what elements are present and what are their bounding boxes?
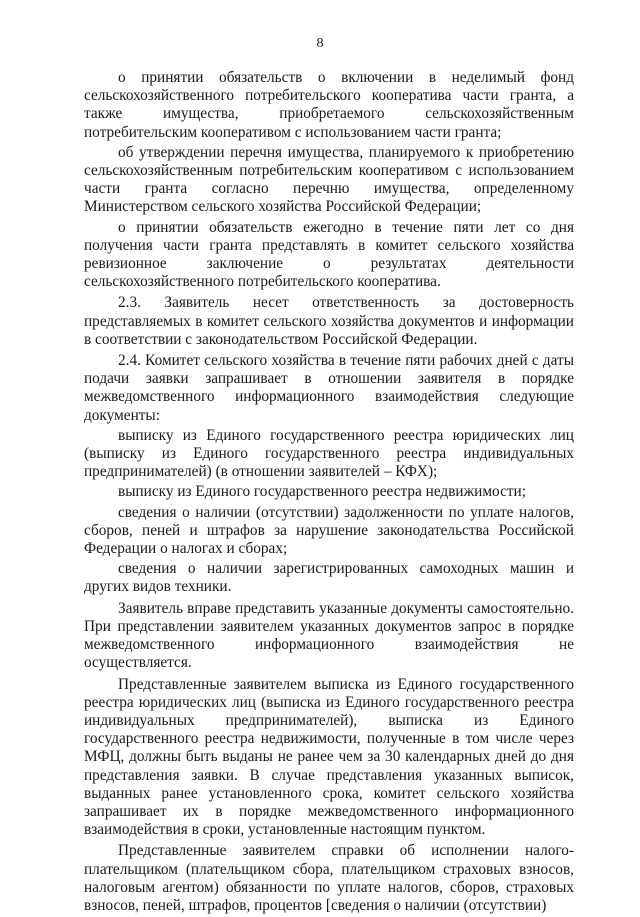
paragraph-2-3: 2.3. Заявитель несет ответственность за достоверность представляемых в комитет сельского хозяйства документов и информации в соответствии с законодательством Российской Федерации. — [84, 294, 574, 348]
paragraph-egrn-extract: выписку из Единого государственного реестра недвижимости; — [118, 483, 526, 501]
document-body — [84, 69, 574, 917]
paragraph-2-4: 2.4. Комитет сельского хозяйства в течение пяти рабочих дней с даты подачи заявки запрашивает в отношении заявителя в порядке межведомственного информационного взаимодействия следующие документы: — [84, 352, 574, 424]
paragraph-tax-debt: сведения о наличии (отсутствии) задолженности по уплате налогов, сборов, пеней и штрафов за нарушение законодательства Российской Федерации о налогах и сборах; — [84, 503, 574, 558]
paragraph-audit-obligation: о принятии обязательств ежегодно в течение пяти лет со дня получения части гранта представлять в комитет сельского хозяйства ревизионное заключение о результатах деятельности сельскохозяйственного потребительского кооператива. — [84, 218, 574, 291]
paragraph-self-submission: Заявитель вправе представить указанные документы самостоятельно. При представлении заявителем указанных документов запрос в порядке межведомственного информационного взаимодействия не осуществляется. — [84, 599, 574, 672]
paragraph-machinery: сведения о наличии зарегистрированных самоходных машин и других видов техники. — [84, 560, 574, 596]
paragraph-tax-certificates: Представленные заявителем справки об исполнении налого-плательщиком (плательщиком сбора, плательщиком страховых взносов, налоговым агентом) обязанности по уплате налогов, сборов, страховых взносов, пеней, штрафов, процентов [сведения о наличии (отсутствии) — [84, 842, 574, 914]
paragraph-fund-obligation: о принятии обязательств о включении в неделимый фонд сельскохозяйственного потребительского кооператива части гранта, а также имущества, приобретаемого сельскохозяйственным потребительским кооперативом с использованием части гранта; — [84, 69, 574, 141]
paragraph-extract-validity: Представленные заявителем выписка из Единого государственного реестра юридических лиц (выписка из Единого государственного реестра индивидуальных предпринимателей), выписка из Единого государственного реестра недвижимости, полученные в том числе через МФЦ, должны быть выданы не ранее чем за 30 календарных дней до дня представления заявки. В случае представления указанных выписок, выданных ранее установленного срока, комитет сельского хозяйства запрашивает их в порядке межведомственного информационного взаимодействия в сроки, установленные настоящим пунктом. — [84, 675, 574, 839]
paragraph-egrul-extract: выписку из Единого государственного реестра юридических лиц (выписку из Единого государственного реестра индивидуальных предпринимателей) (в отношении заявителей – КФХ); — [84, 426, 574, 481]
paragraph-property-list: об утверждении перечня имущества, планируемого к приобретению сельскохозяйственным потребительским кооперативом с использованием части гранта согласно перечню имущества, определенному Министерством сельского хозяйства Российской Федерации; — [84, 143, 574, 216]
page-number: 8 — [316, 36, 324, 51]
